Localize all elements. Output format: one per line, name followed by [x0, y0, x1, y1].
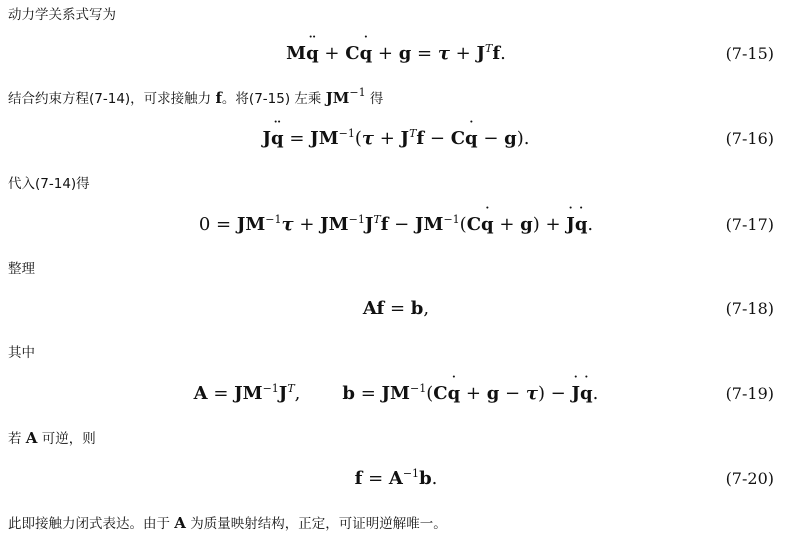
- paragraph-substitute: [8, 175, 90, 193]
- where-text: 其中: [8, 345, 35, 361]
- paragraph-arrange: [8, 260, 35, 278]
- contact-text-b: 。将(7-15) 左乘: [221, 91, 326, 107]
- equation-number: (7-18): [725, 299, 774, 318]
- equation-body: J¨ $q = JM^{-1}(\tau + J^Tf$ − C˙ q − g).: [0, 126, 792, 152]
- paragraph-conclusion: [8, 514, 447, 533]
- contact-text-a: 结合约束方程(7-14)，可求接触力: [8, 91, 216, 107]
- contact-force-symbol: f: [215, 89, 222, 107]
- equation-7-20: [0, 466, 792, 492]
- equation-body: $f = A^{-1}b$.: [354, 467, 438, 489]
- equation-body: $A = JM^{-1}J^T$, $b = JM^{-1}(C˙$ q + g − τ) − ˙ J˙ q.: [0, 381, 792, 407]
- matrix-a-symbol-2: A: [174, 514, 186, 532]
- invertible-text-b: 可逆，则: [37, 431, 96, 447]
- matrix-a-symbol: A: [25, 429, 38, 447]
- equation-7-16: [0, 126, 792, 152]
- equation-7-15: [0, 41, 792, 67]
- equation-body: M¨ q + C˙ $q + g = \tau + J^Tf$.: [0, 41, 792, 67]
- inline-math-jm-inverse: $JM^{-1}$: [325, 86, 366, 107]
- equation-7-18: [0, 296, 792, 322]
- paragraph-invertible: [8, 429, 96, 448]
- equation-7-19: [0, 381, 792, 407]
- invertible-text-a: 若: [8, 431, 26, 447]
- equation-7-17: [0, 212, 792, 238]
- equation-number: (7-19): [725, 384, 774, 403]
- conclusion-text-b: 为质量映射结构，正定，可证明逆解唯一。: [185, 516, 447, 532]
- arrange-text: 整理: [8, 261, 35, 277]
- substitute-text: 代入(7-14)得: [8, 176, 90, 192]
- conclusion-text-a: 此即接触力闭式表达。由于: [8, 516, 175, 532]
- equation-number: (7-17): [725, 215, 774, 234]
- equation-number: (7-16): [725, 129, 774, 148]
- equation-number: (7-15): [725, 44, 774, 63]
- paragraph-contact: [8, 86, 384, 108]
- intro-text: 动力学关系式写为: [8, 7, 116, 23]
- paragraph-intro: [8, 6, 116, 24]
- equation-body: $0 = JM^{-1}\tau + JM^{-1}J^Tf$ − $JM^{-1}(C˙$ q + g) + ˙ J˙ q.: [0, 212, 792, 238]
- paragraph-where: [8, 344, 35, 362]
- equation-number: (7-20): [725, 469, 774, 488]
- contact-text-c: 得: [365, 91, 384, 107]
- equation-body: Af = b,: [362, 298, 430, 319]
